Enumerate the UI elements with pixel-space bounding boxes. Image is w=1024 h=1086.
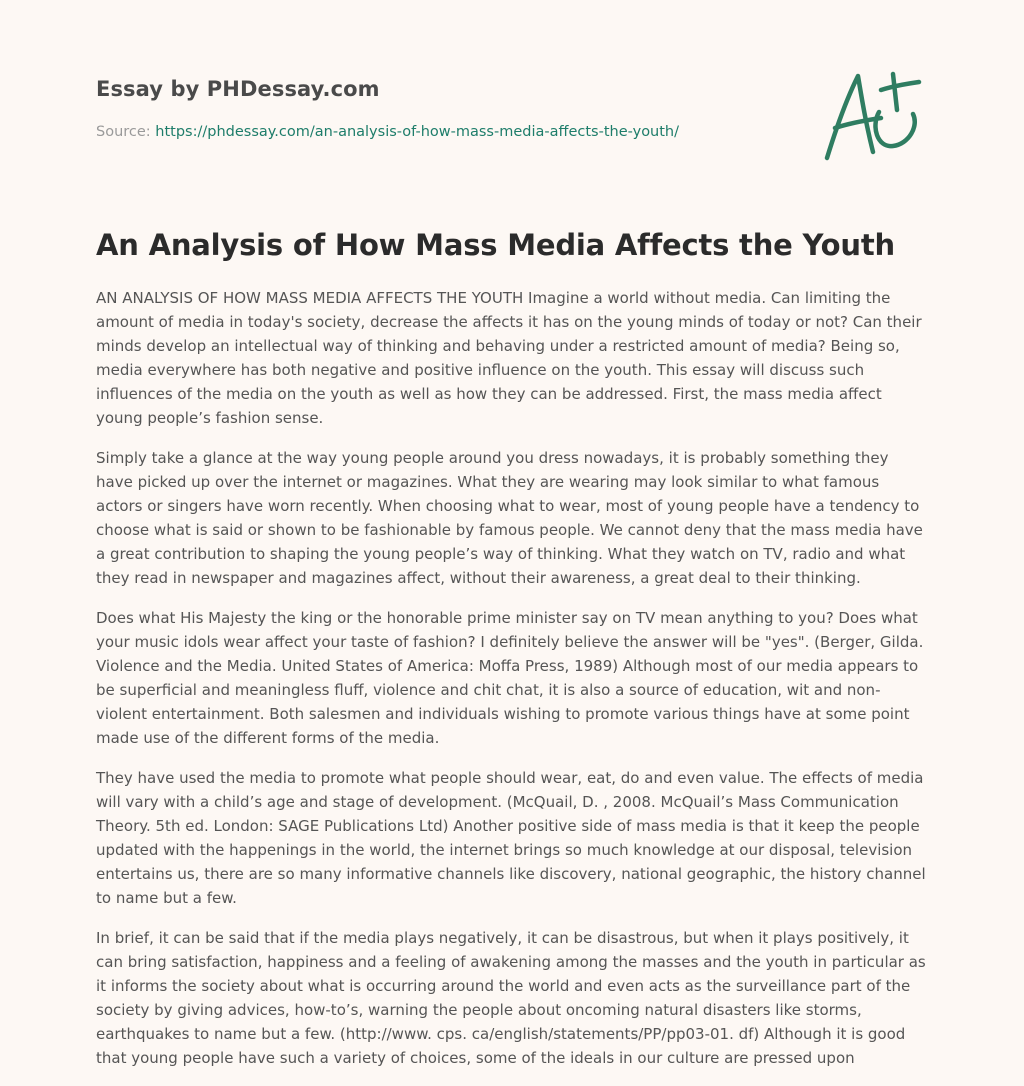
essay-body: [96, 286, 930, 1086]
essay-paragraph: They have used the media to promote what people should wear, eat, do and even value. The effects of media will vary with a child’s age and stage of development. (McQuail, D. , 2008. McQuail’s Mass Communication Theory. 5th ed. London: SAGE Publications Ltd) Another positive side of mass media is that it keep the people updated with the happenings in the world, the internet brings so much knowledge at our disposal, television entertains us, there are so many informative channels like discovery, national geographic, the history channel to name but a few.: [96, 769, 926, 907]
essay-paragraph: Does what His Majesty the king or the honorable prime minister say on TV mean anything to you? Does what your music idols wear affect your taste of fashion? I definitely believe the answer will be "yes". (Berger, Gilda. Violence and the Media. United States of America: Moffa Press, 1989) Although most of our media appears to be superficial and meaningless fluff, violence and chit chat, it is also a source of education, wit and non-violent entertainment. Both salesmen and individuals wishing to promote various things have at some point made use of the different forms of the media.: [96, 609, 924, 747]
essay-page: [96, 0, 930, 1067]
source-link[interactable]: https://phdessay.com/an-analysis-of-how-mass-media-affects-the-youth/: [155, 124, 680, 140]
essay-paragraph: Simply take a glance at the way young people around you dress nowadays, it is probably something they have picked up over the internet or magazines. What they are wearing may look similar to what famous actors or singers have worn recently. When choosing what to wear, most of young people have a tendency to choose what is said or shown to be fashionable by famous people. We cannot deny that the mass media have a great contribution to shaping the young people’s way of thinking. What they watch on TV, radio and what they read in newspaper and magazines affect, without their awareness, a great deal to their thinking.: [96, 449, 923, 587]
a-plus-logo-icon: [821, 66, 929, 166]
site-brand: Essay by PHDessay.com: [96, 77, 380, 101]
source-label: Source:: [96, 124, 151, 140]
essay-title: An Analysis of How Mass Media Affects the Youth: [96, 228, 895, 262]
essay-paragraph: In brief, it can be said that if the media plays negatively, it can be disastrous, but when it plays positively, it can bring satisfaction, happiness and a feeling of awakening among the masses and the youth in particular as it informs the society about what is occurring around the world and even acts as the surveillance part of the society by giving advices, how-to’s, warning the people about oncoming natural disasters like storms, earthquakes to name but a few. (http://www. cps. ca/english/statements/PP/pp03-01. df) Although it is good that young people have such a variety of choices, some of the ideals in our culture are pressed upon: [96, 929, 926, 1067]
page-header: [96, 0, 930, 200]
source-line: [96, 124, 679, 140]
essay-paragraph: AN ANALYSIS OF HOW MASS MEDIA AFFECTS THE YOUTH Imagine a world without media. Can limiting the amount of media in today's society, decrease the affects it has on the young minds of today or not? Can their minds develop an intellectual way of thinking and behaving under a restricted amount of media? Being so, media everywhere has both negative and positive influence on the youth. This essay will discuss such influences of the media on the youth as well as how they can be addressed. First, the mass media affect young people’s fashion sense.: [96, 289, 922, 427]
